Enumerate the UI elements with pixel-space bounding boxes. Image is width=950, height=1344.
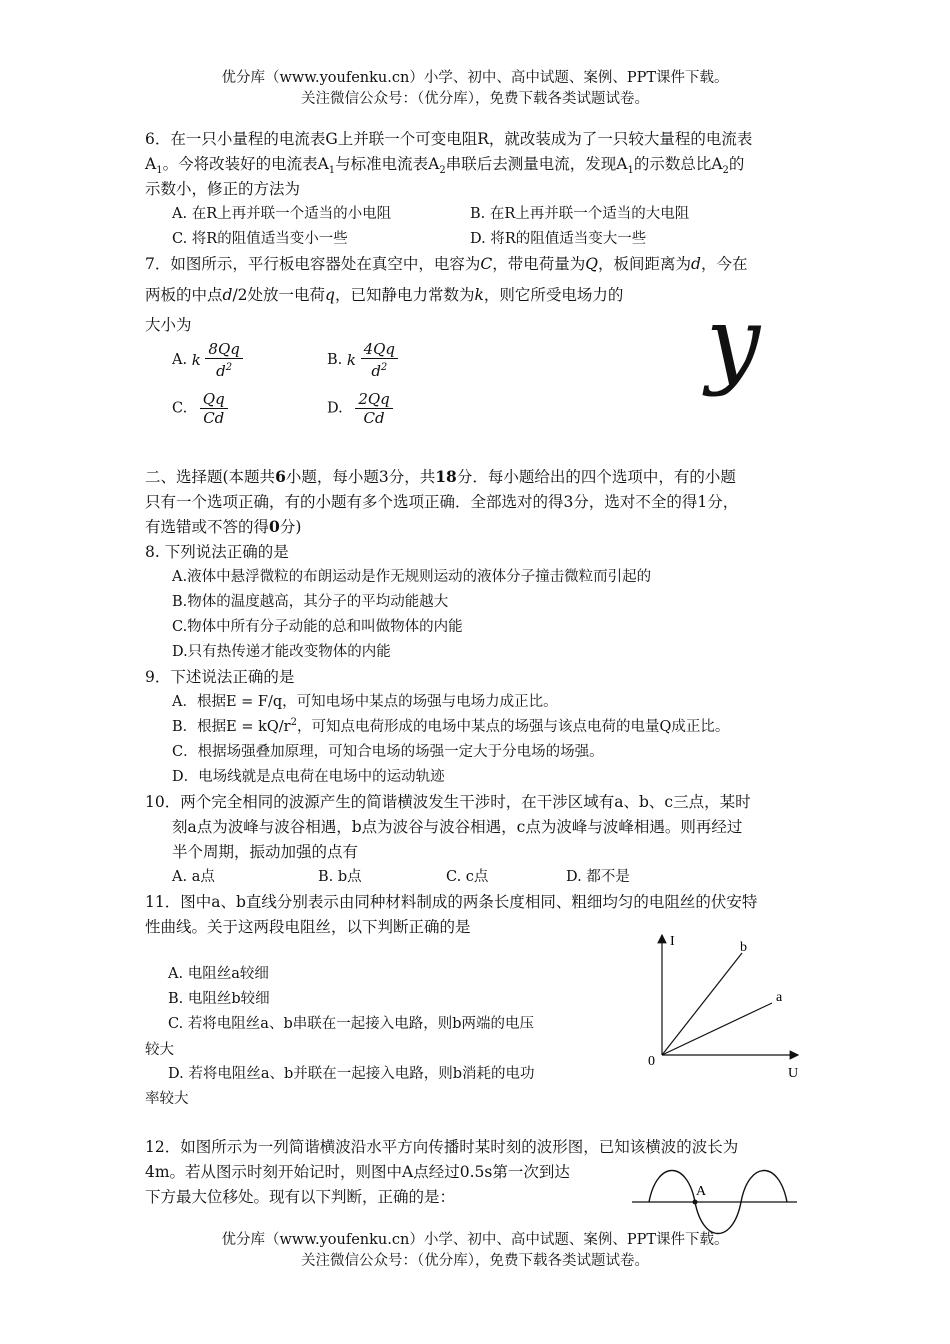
header-line-1: 优分库（www.youfenku.cn）小学、初中、高中试题、案例、PPT课件下载。	[221, 70, 729, 86]
section2-line-2: 只有一个选项正确，有的小题有多个选项正确．全部选对的得3分，选对不全的得1分，	[145, 493, 739, 511]
q7-line-3: 大小为	[145, 316, 192, 334]
q8-option-b: B.物体的温度越高，其分子的平均动能越大	[172, 594, 449, 610]
q9-option-c: C．根据场强叠加原理，可知合电场的场强一定大于分电场的场强。	[172, 744, 604, 760]
q10-line-2: 刻a点为波峰与波谷相遇，b点为波谷与波谷相遇，c点为波峰与波峰相遇。则再经过	[172, 818, 743, 836]
q6-line-1: 6．在一只小量程的电流表G上并联一个可变电阻R，就改装成为了一只较大量程的电流表	[145, 130, 753, 148]
q7-line-1: 7．如图所示，平行板电容器处在真空中，电容为C，带电荷量为Q，板间距离为d，今在	[145, 255, 748, 273]
q7-option-d: D. $\frac{2Qq}{Cd}$	[327, 390, 393, 427]
footer-line-1: 优分库（www.youfenku.cn）小学、初中、高中试题、案例、PPT课件下载。	[221, 1232, 729, 1248]
q8-option-c: C.物体中所有分子动能的总和叫做物体的内能	[172, 619, 463, 635]
q10-option-d: D. 都不是	[566, 869, 630, 885]
q10-line-3: 半个周期，振动加强的点有	[172, 843, 359, 861]
q11-line-2: 性曲线。关于这两段电阻丝，以下判断正确的是	[145, 918, 471, 936]
q6-option-d: D. 将R的阻值适当变大一些	[470, 231, 647, 247]
line-a-label: a	[776, 990, 783, 1005]
q10-option-c: C. c点	[446, 869, 489, 885]
q8-stem: 8. 下列说法正确的是	[145, 543, 289, 561]
point-a-marker	[693, 1200, 698, 1205]
q11-option-c-line-1: C. 若将电阻丝a、b串联在一起接入电路，则b两端的电压	[168, 1016, 535, 1032]
q11-option-a: A. 电阻丝a较细	[168, 966, 269, 982]
u-axis-label: U	[788, 1066, 799, 1081]
large-y-symbol: y	[706, 286, 761, 398]
section2-line-1: 二、选择题(本题共6小题，每小题3分，共18分．每小题给出的四个选项中，有的小题	[145, 467, 736, 486]
q7-line-2: 两板的中点d/2处放一电荷q，已知静电力常数为k，则它所受电场力的	[145, 286, 624, 304]
q7-option-a: A. k $\frac{8Qq}{d^2}$	[172, 340, 243, 380]
q6-line-3: 示数小，修正的方法为	[145, 180, 301, 198]
q7-option-b: B. k $\frac{4Qq}{d^2}$	[327, 340, 398, 380]
q11-option-d-line-1: D. 若将电阻丝a、b并联在一起接入电路，则b消耗的电功	[168, 1066, 535, 1082]
line-a	[662, 1003, 772, 1055]
q12-line-3: 下方最大位移处。现有以下判断，正确的是：	[145, 1188, 456, 1206]
q8-option-d: D.只有热传递才能改变物体的内能	[172, 644, 391, 660]
q9-option-d: D．电场线就是点电荷在电场中的运动轨迹	[172, 769, 445, 785]
line-b-label: b	[740, 940, 747, 955]
q11-option-b: B. 电阻丝b较细	[168, 991, 270, 1007]
q6-option-b: B. 在R上再并联一个适当的大电阻	[470, 206, 690, 222]
q11-line-1: 11．图中a、b直线分别表示由同种材料制成的两条长度相同、粗细均匀的电阻丝的伏安特	[145, 893, 758, 911]
q9-option-b: B．根据$E = kQ/r^2$，可知点电荷形成的电场中某点的场强与该点电荷的电量Q成正比。	[172, 717, 730, 735]
q6-line-2: $A_1$。今将改装好的电流表$A_1$与标准电流表$A_2$串联后去测量电流，发现$A_1$的示数总比$A_2$的	[145, 155, 745, 177]
point-a-label: A	[696, 1184, 707, 1199]
q11-option-c-line-2: 较大	[145, 1042, 174, 1058]
q6-option-a: A. 在R上再并联一个适当的小电阻	[172, 206, 392, 222]
q10-line-1: 10．两个完全相同的波源产生的简谐横波发生干涉时，在干涉区域有a、b、c三点，某时	[145, 793, 751, 811]
q9-stem: 9．下述说法正确的是	[145, 668, 295, 686]
line-b	[662, 953, 742, 1055]
q7-option-c: C. $\frac{Qq}{Cd}$	[172, 390, 228, 427]
origin-label: 0	[648, 1054, 655, 1069]
q10-option-a: A. a点	[172, 869, 215, 885]
section2-line-3: 有选错或不答的得0分)	[145, 517, 302, 536]
iu-graph	[640, 925, 810, 1085]
header-line-2: 关注微信公众号：（优分库），免费下载各类试题试卷。	[301, 91, 649, 107]
q10-option-b: B. b点	[318, 869, 362, 885]
q12-line-1: 12．如图所示为一列简谐横波沿水平方向传播时某时刻的波形图，已知该横波的波长为	[145, 1138, 739, 1156]
q12-line-2: 4m。若从图示时刻开始记时，则图中A点经过0.5s第一次到达	[145, 1163, 570, 1181]
q6-option-c: C. 将R的阻值适当变小一些	[172, 231, 348, 247]
q9-option-a: A．根据E = F/q，可知电场中某点的场强与电场力成正比。	[172, 694, 558, 710]
footer-line-2: 关注微信公众号：（优分库），免费下载各类试题试卷。	[301, 1253, 649, 1269]
i-axis-label: I	[670, 934, 675, 949]
q8-option-a: A.液体中悬浮微粒的布朗运动是作无规则运动的液体分子撞击微粒而引起的	[172, 569, 652, 585]
q11-option-d-line-2: 率较大	[145, 1091, 189, 1107]
